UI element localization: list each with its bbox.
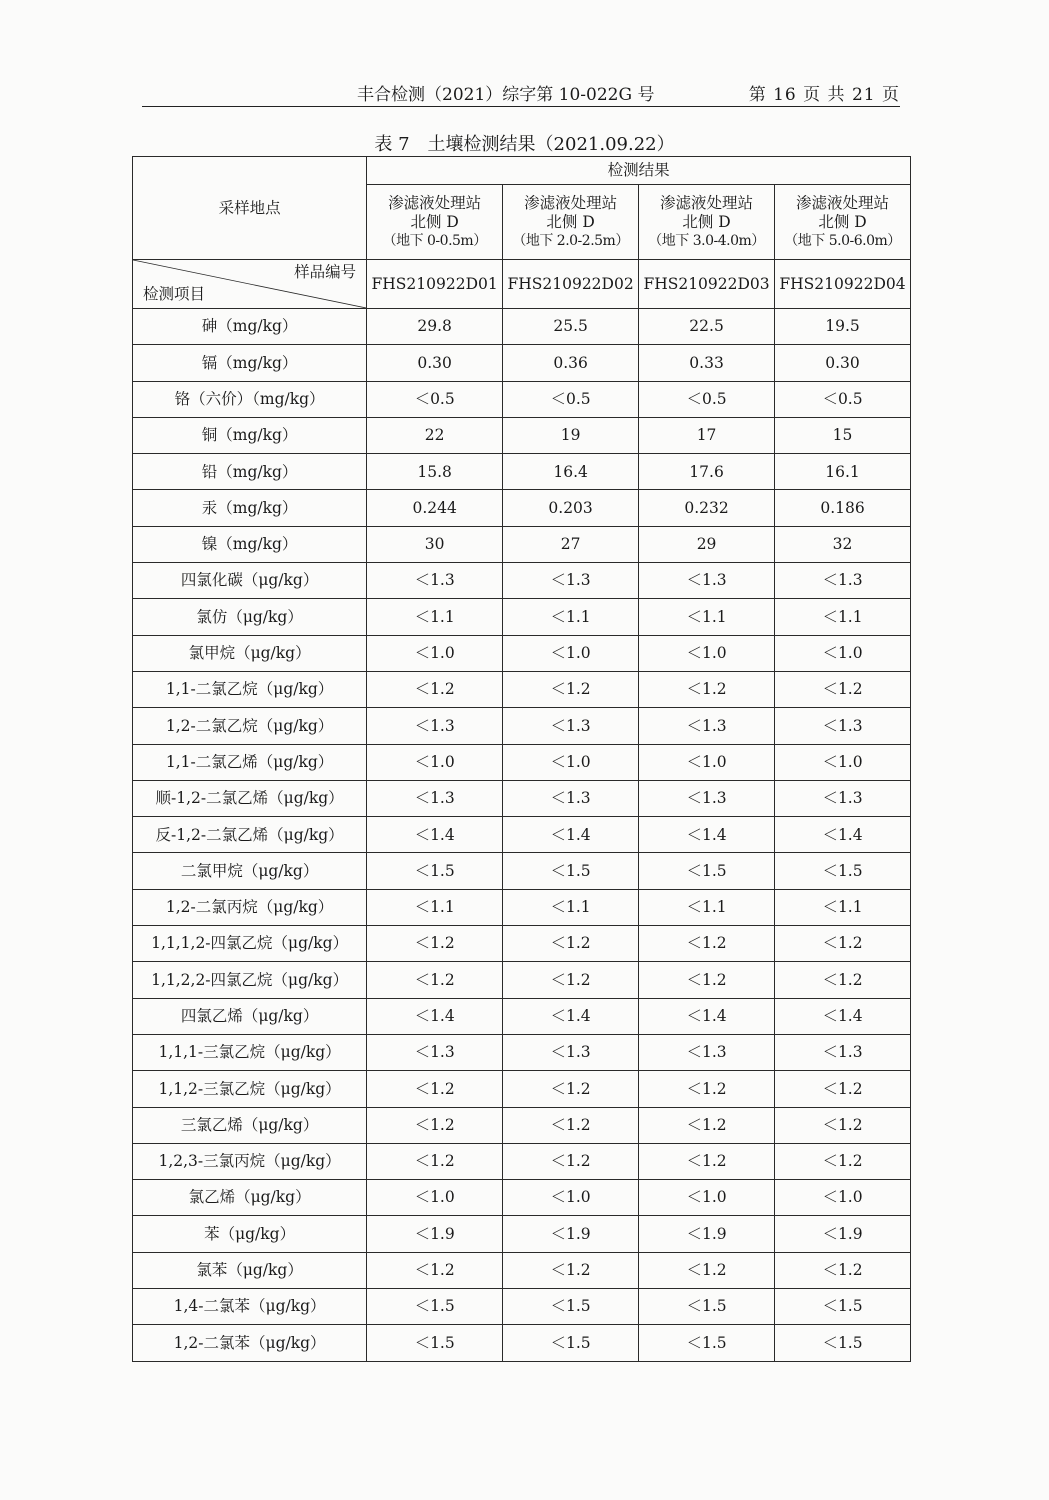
value-cell: 15.8: [367, 454, 503, 490]
value-cell: ＜1.2: [775, 926, 911, 962]
value-cell: ＜1.2: [503, 1071, 639, 1107]
value-cell: ＜1.2: [503, 962, 639, 998]
value-cell: ＜1.1: [367, 889, 503, 925]
site-depth: （地下 3.0-4.0m）: [648, 233, 765, 250]
value-cell: ＜1.9: [775, 1216, 911, 1252]
table-row: [133, 454, 911, 490]
table-row: [133, 708, 911, 744]
item-name-cell: 1,1-二氯乙烷（μg/kg）: [133, 671, 367, 707]
value-cell: 0.232: [639, 490, 775, 526]
value-cell: ＜1.2: [775, 1071, 911, 1107]
item-name-cell: 1,2-二氯丙烷（μg/kg）: [133, 889, 367, 925]
item-name-cell: 1,1,2,2-四氯乙烷（μg/kg）: [133, 962, 367, 998]
table-row: [133, 599, 911, 635]
site-cell: [503, 185, 639, 260]
table-row: [133, 309, 911, 345]
value-cell: 16.1: [775, 454, 911, 490]
value-cell: ＜1.0: [503, 744, 639, 780]
value-cell: ＜1.2: [775, 1252, 911, 1288]
value-cell: ＜1.2: [639, 926, 775, 962]
table-row: [133, 1071, 911, 1107]
item-name-cell: 氯仿（μg/kg）: [133, 599, 367, 635]
value-cell: ＜1.0: [503, 635, 639, 671]
value-cell: 0.30: [367, 345, 503, 381]
value-cell: ＜1.4: [775, 817, 911, 853]
value-cell: 19.5: [775, 309, 911, 345]
value-cell: ＜1.5: [367, 853, 503, 889]
item-name-cell: 1,1,1,2-四氯乙烷（μg/kg）: [133, 926, 367, 962]
item-name-cell: 1,2-二氯乙烷（μg/kg）: [133, 708, 367, 744]
value-cell: ＜1.0: [775, 744, 911, 780]
value-cell: ＜1.4: [639, 998, 775, 1034]
value-cell: 0.33: [639, 345, 775, 381]
value-cell: ＜1.3: [503, 780, 639, 816]
value-cell: ＜1.2: [367, 1252, 503, 1288]
value-cell: ＜1.2: [503, 1252, 639, 1288]
value-cell: 0.30: [775, 345, 911, 381]
value-cell: ＜1.2: [503, 926, 639, 962]
site-name: 渗滤液处理站: [796, 194, 890, 212]
value-cell: 17.6: [639, 454, 775, 490]
value-cell: ＜1.3: [367, 780, 503, 816]
item-name-cell: 铅（mg/kg）: [133, 454, 367, 490]
value-cell: ＜1.1: [503, 889, 639, 925]
value-cell: ＜1.4: [639, 817, 775, 853]
table-row: [133, 744, 911, 780]
item-name-cell: 四氯化碳（μg/kg）: [133, 563, 367, 599]
item-name-cell: 镍（mg/kg）: [133, 526, 367, 562]
value-cell: ＜0.5: [775, 381, 911, 417]
value-cell: ＜1.2: [503, 1143, 639, 1179]
value-cell: ＜1.3: [503, 563, 639, 599]
page-header: [142, 78, 900, 107]
site-cell: [367, 185, 503, 260]
table-row: [133, 345, 911, 381]
value-cell: ＜1.2: [639, 1252, 775, 1288]
value-cell: 0.244: [367, 490, 503, 526]
site-position: 北侧 D: [546, 212, 595, 231]
value-cell: 32: [775, 526, 911, 562]
value-cell: ＜1.2: [367, 1071, 503, 1107]
item-name-cell: 氯苯（μg/kg）: [133, 1252, 367, 1288]
value-cell: 30: [367, 526, 503, 562]
item-name-cell: 铜（mg/kg）: [133, 417, 367, 453]
table-row: [133, 962, 911, 998]
value-cell: ＜1.2: [503, 1107, 639, 1143]
soil-results-table: [132, 156, 911, 1362]
site-name: 渗滤液处理站: [660, 194, 754, 212]
site-label-cell: 采样地点: [133, 157, 367, 260]
report-number: 丰合检测（2021）综字第 10-022G 号: [357, 85, 655, 105]
value-cell: ＜1.2: [639, 1071, 775, 1107]
value-cell: ＜1.0: [639, 744, 775, 780]
site-cell: [639, 185, 775, 260]
item-name-cell: 顺-1,2-二氯乙烯（μg/kg）: [133, 780, 367, 816]
value-cell: ＜1.4: [775, 998, 911, 1034]
value-cell: ＜1.0: [503, 1180, 639, 1216]
value-cell: ＜1.3: [503, 708, 639, 744]
value-cell: ＜1.0: [775, 1180, 911, 1216]
table-row: [133, 671, 911, 707]
item-name-cell: 1,1,2-三氯乙烷（μg/kg）: [133, 1071, 367, 1107]
value-cell: ＜1.1: [775, 889, 911, 925]
table-row: [133, 853, 911, 889]
table-header-group-row: [133, 157, 911, 185]
value-cell: ＜1.3: [775, 780, 911, 816]
item-name-cell: 二氯甲烷（μg/kg）: [133, 853, 367, 889]
value-cell: ＜1.1: [367, 599, 503, 635]
value-cell: ＜1.5: [503, 1289, 639, 1325]
item-name-cell: 三氯乙烯（μg/kg）: [133, 1107, 367, 1143]
table-row: [133, 1143, 911, 1179]
value-cell: ＜0.5: [503, 381, 639, 417]
value-cell: ＜1.2: [639, 962, 775, 998]
value-cell: 0.186: [775, 490, 911, 526]
value-cell: ＜1.3: [775, 708, 911, 744]
value-cell: ＜1.5: [639, 1325, 775, 1361]
item-name-cell: 1,2-二氯苯（μg/kg）: [133, 1325, 367, 1361]
value-cell: ＜1.2: [639, 671, 775, 707]
sample-id-cell: FHS210922D02: [503, 260, 639, 309]
value-cell: ＜1.2: [639, 1143, 775, 1179]
item-name-cell: 氯乙烯（μg/kg）: [133, 1180, 367, 1216]
value-cell: ＜0.5: [367, 381, 503, 417]
value-cell: 25.5: [503, 309, 639, 345]
table-row: [133, 1325, 911, 1361]
value-cell: ＜1.5: [367, 1289, 503, 1325]
value-cell: ＜1.5: [367, 1325, 503, 1361]
value-cell: ＜1.0: [775, 635, 911, 671]
site-position: 北侧 D: [818, 212, 867, 231]
value-cell: ＜1.3: [775, 563, 911, 599]
item-name-cell: 砷（mg/kg）: [133, 309, 367, 345]
table-row: [133, 526, 911, 562]
value-cell: ＜1.0: [367, 635, 503, 671]
value-cell: ＜1.0: [367, 744, 503, 780]
value-cell: ＜1.4: [503, 817, 639, 853]
table-row: [133, 381, 911, 417]
table-row: [133, 1216, 911, 1252]
table-row: [133, 1252, 911, 1288]
value-cell: ＜1.9: [503, 1216, 639, 1252]
table-row: [133, 1034, 911, 1070]
item-name-cell: 1,4-二氯苯（μg/kg）: [133, 1289, 367, 1325]
value-cell: ＜1.5: [775, 853, 911, 889]
value-cell: ＜1.4: [367, 817, 503, 853]
item-name-cell: 1,1-二氯乙烯（μg/kg）: [133, 744, 367, 780]
item-name-cell: 氯甲烷（μg/kg）: [133, 635, 367, 671]
value-cell: ＜1.4: [367, 998, 503, 1034]
table-row: [133, 1180, 911, 1216]
value-cell: ＜1.9: [639, 1216, 775, 1252]
page-number: 第 16 页 共 21 页: [748, 85, 900, 105]
site-name: 渗滤液处理站: [524, 194, 618, 212]
value-cell: 22: [367, 417, 503, 453]
table-row: [133, 417, 911, 453]
value-cell: ＜1.2: [367, 962, 503, 998]
value-cell: ＜1.1: [503, 599, 639, 635]
value-cell: ＜1.3: [639, 1034, 775, 1070]
value-cell: 27: [503, 526, 639, 562]
value-cell: 16.4: [503, 454, 639, 490]
site-name: 渗滤液处理站: [388, 194, 482, 212]
item-label: 检测项目: [143, 285, 206, 304]
sample-id-cell: FHS210922D03: [639, 260, 775, 309]
item-name-cell: 反-1,2-二氯乙烯（μg/kg）: [133, 817, 367, 853]
sample-id-cell: FHS210922D01: [367, 260, 503, 309]
value-cell: ＜1.3: [367, 563, 503, 599]
value-cell: ＜1.3: [775, 1034, 911, 1070]
site-depth: （地下 2.0-2.5m）: [512, 233, 629, 250]
item-name-cell: 1,1,1-三氯乙烷（μg/kg）: [133, 1034, 367, 1070]
value-cell: ＜1.2: [775, 1107, 911, 1143]
value-cell: ＜1.5: [503, 1325, 639, 1361]
site-depth: （地下 0-0.5m）: [382, 233, 487, 250]
sample-id-cell: FHS210922D04: [775, 260, 911, 309]
value-cell: ＜1.5: [639, 1289, 775, 1325]
value-cell: 0.36: [503, 345, 639, 381]
value-cell: ＜1.2: [367, 1107, 503, 1143]
value-cell: ＜1.0: [639, 635, 775, 671]
value-cell: ＜1.3: [367, 1034, 503, 1070]
value-cell: 0.203: [503, 490, 639, 526]
value-cell: ＜1.0: [367, 1180, 503, 1216]
table-row: [133, 490, 911, 526]
table-row: [133, 563, 911, 599]
site-position: 北侧 D: [410, 212, 459, 231]
value-cell: ＜1.5: [503, 853, 639, 889]
value-cell: 22.5: [639, 309, 775, 345]
diagonal-header-cell: [133, 260, 367, 309]
value-cell: ＜1.0: [639, 1180, 775, 1216]
value-cell: ＜1.2: [775, 671, 911, 707]
value-cell: 19: [503, 417, 639, 453]
table-row: [133, 817, 911, 853]
value-cell: ＜1.1: [639, 889, 775, 925]
value-cell: ＜1.2: [775, 1143, 911, 1179]
value-cell: ＜1.2: [639, 1107, 775, 1143]
sample-id-row: [133, 260, 911, 309]
item-name-cell: 铬（六价）（mg/kg）: [133, 381, 367, 417]
value-cell: ＜1.3: [639, 780, 775, 816]
value-cell: ＜0.5: [639, 381, 775, 417]
value-cell: ＜1.5: [775, 1289, 911, 1325]
value-cell: ＜1.1: [775, 599, 911, 635]
value-cell: 29: [639, 526, 775, 562]
value-cell: 29.8: [367, 309, 503, 345]
value-cell: ＜1.3: [639, 563, 775, 599]
value-cell: ＜1.1: [639, 599, 775, 635]
table-row: [133, 926, 911, 962]
site-cell: [775, 185, 911, 260]
sample-no-label: 样品编号: [294, 263, 357, 281]
item-name-cell: 镉（mg/kg）: [133, 345, 367, 381]
value-cell: ＜1.4: [503, 998, 639, 1034]
table-row: [133, 1107, 911, 1143]
item-name-cell: 汞（mg/kg）: [133, 490, 367, 526]
item-name-cell: 四氯乙烯（μg/kg）: [133, 998, 367, 1034]
site-position: 北侧 D: [682, 212, 731, 231]
table-row: [133, 635, 911, 671]
table-row: [133, 780, 911, 816]
value-cell: 15: [775, 417, 911, 453]
table-row: [133, 889, 911, 925]
value-cell: ＜1.2: [775, 962, 911, 998]
value-cell: ＜1.2: [367, 1143, 503, 1179]
value-cell: ＜1.3: [639, 708, 775, 744]
value-cell: ＜1.3: [503, 1034, 639, 1070]
site-depth: （地下 5.0-6.0m）: [784, 233, 901, 250]
table-row: [133, 998, 911, 1034]
value-cell: ＜1.2: [503, 671, 639, 707]
table-row: [133, 1289, 911, 1325]
value-cell: ＜1.2: [367, 926, 503, 962]
value-cell: ＜1.3: [367, 708, 503, 744]
item-name-cell: 苯（μg/kg）: [133, 1216, 367, 1252]
value-cell: ＜1.9: [367, 1216, 503, 1252]
item-name-cell: 1,2,3-三氯丙烷（μg/kg）: [133, 1143, 367, 1179]
value-cell: ＜1.5: [639, 853, 775, 889]
value-cell: ＜1.2: [367, 671, 503, 707]
value-cell: 17: [639, 417, 775, 453]
value-cell: ＜1.5: [775, 1325, 911, 1361]
group-header-cell: 检测结果: [367, 157, 911, 185]
table-title: 表 7 土壤检测结果（2021.09.22）: [374, 134, 675, 155]
